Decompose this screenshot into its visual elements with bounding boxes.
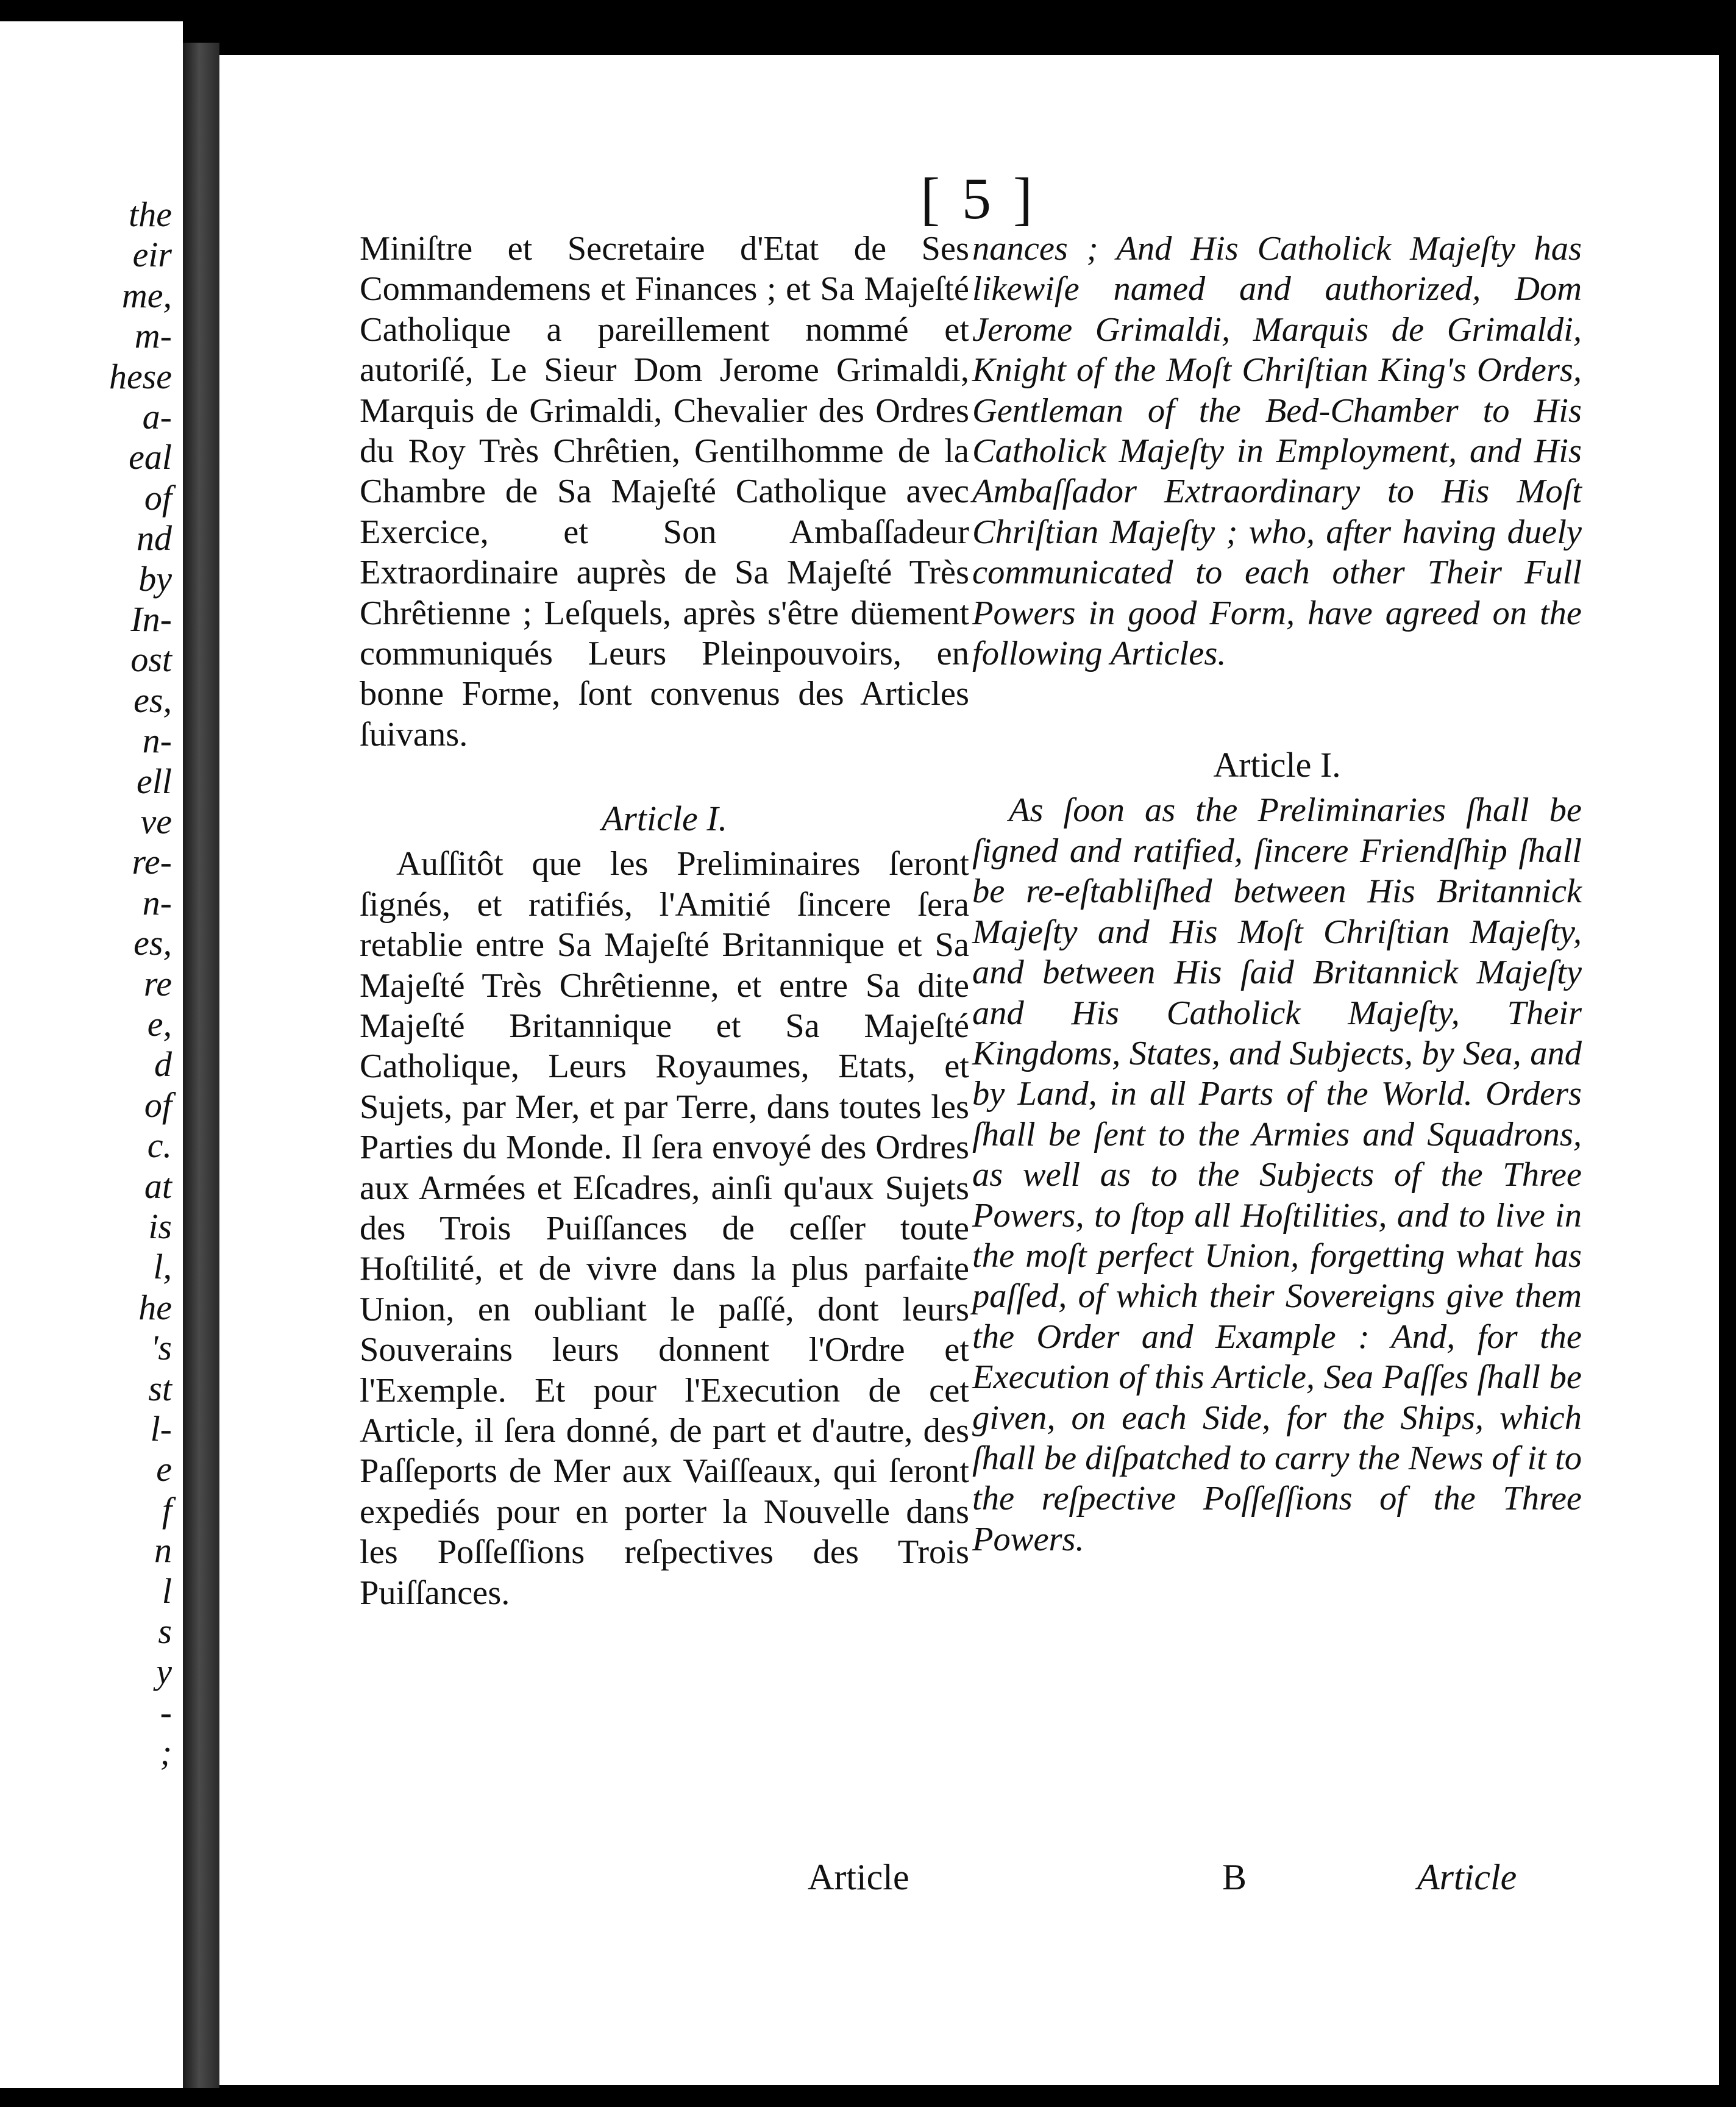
facing-page-line-fragment: m-	[134, 316, 172, 356]
facing-page-line-fragment: me,	[121, 275, 172, 315]
facing-page-line-fragment: f	[162, 1489, 172, 1530]
signature-mark: B	[1222, 1857, 1247, 1897]
english-column	[972, 229, 1582, 1560]
facing-page-fragment	[0, 21, 183, 2088]
facing-page-line-fragment: l-	[150, 1409, 172, 1449]
english-catchword: Article	[1417, 1857, 1517, 1897]
facing-page-line-fragment: e,	[147, 1004, 172, 1044]
facing-page-line-fragment: ve	[140, 802, 172, 841]
facing-page-line-fragment: st	[148, 1368, 172, 1408]
french-catchword: Article	[808, 1857, 909, 1897]
facing-page-line-fragment: the	[129, 194, 172, 234]
facing-page-line-fragment: c.	[147, 1125, 172, 1166]
facing-page-line-fragment: n-	[142, 721, 172, 761]
facing-page-line-fragment: y	[156, 1652, 172, 1692]
facing-page-line-fragment: re-	[132, 842, 172, 882]
english-article-heading: Article I.	[1213, 745, 1341, 785]
facing-page-line-fragment: e	[156, 1449, 172, 1489]
facing-page-line-fragment: he	[138, 1287, 172, 1327]
french-article-heading: Article I.	[601, 799, 728, 839]
facing-page-line-fragment: hese	[108, 356, 172, 396]
facing-page-line-fragment: l	[162, 1570, 172, 1611]
facing-page-line-fragment: In-	[130, 599, 172, 639]
book-gutter	[183, 43, 219, 2088]
facing-page-line-fragment: by	[138, 558, 172, 599]
facing-page-line-fragment: nd	[137, 518, 172, 558]
facing-page-line-fragment: l,	[153, 1247, 172, 1287]
facing-page-line-fragment: ;	[160, 1733, 172, 1773]
facing-page-line-fragment: eir	[132, 235, 172, 275]
facing-page-line-fragment: ell	[137, 761, 172, 801]
facing-page-line-fragment: eal	[129, 437, 172, 477]
french-intro-paragraph: Miniſtre et Secretaire d'Etat de Ses Commandemens et Finances ; et Sa Majeſté Catholique a pareillement nommé et autoriſé, Le Sieur Dom Jerome Grimaldi, Marquis de Grimaldi, Chevalier des Ordres du Roy Très Chrêtien, Gentilhomme de la Chambre de Sa Majeſté Catholique avec Exercice, et Son Ambaſſadeur Extraordinaire auprès de Sa Majeſté Très Chrêtienne ; Leſquels, après s'être düement communiqués Leurs Pleinpouvoirs, en bonne Forme, ſont convenus des Articles ſuivans.	[360, 230, 969, 754]
facing-page-line-fragment: of	[144, 1085, 172, 1125]
facing-page-line-fragment: is	[148, 1207, 172, 1246]
facing-page-line-fragment: es,	[133, 923, 172, 963]
english-article-text: As ſoon as the Preliminaries ſhall be ſigned and ratified, ſincere Friendſhip ſhall be re-eſtabliſhed between His Britannick Majeſty and His Moſt Chriſtian Majeſty, and between His ſaid Britannick Majeſty and His Catholick Majeſty, Their Kingdoms, States, and Subjects, by Sea, and by Land, in all Parts of the World. Orders ſhall be ſent to the Armies and Squadrons, as well as to the Subjects of the Three Powers, to ſtop all Hoſtilities, and to live in the moſt perfect Union, forgetting what has paſſed, of which their Sovereigns give them the Order and Example : And, for the Execution of this Article, Sea Paſſes ſhall be given, on each Side, for the Ships, which ſhall be diſpatched to carry the News of it to the reſpective Poſſeſſions of the Three Powers.	[972, 791, 1582, 1558]
facing-page-line-fragment: es,	[133, 680, 172, 720]
facing-page-line-fragment: d	[154, 1044, 172, 1085]
facing-page-line-fragment: n-	[142, 882, 172, 922]
french-column	[360, 229, 969, 1613]
page-number: [ 5 ]	[920, 166, 1036, 231]
english-intro-paragraph: nances ; And His Catholick Majeſty has likewiſe named and authorized, Dom Jerome Grimaldi, Marquis de Grimaldi, Knight of the Moſt Chriſtian King's Orders, Gentleman of the Bed-Chamber to His Catholick Majeſty in Employment, and His Ambaſſador Extraordinary to His Moſt Chriſtian Majeſty ; who, after having duely communicated to each other Their Full Powers in good Form, have agreed on the following Articles.	[972, 230, 1582, 673]
book-page	[219, 55, 1719, 2085]
facing-page-line-fragment: at	[144, 1166, 172, 1206]
french-article-text: Auſſitôt que les Preliminaires ſeront ſignés, et ratifiés, l'Amitié ſincere ſera retablie entre Sa Majeſté Britannique et Sa Majeſté Très Chrêtienne, et entre Sa dite Majeſté Britannique et Sa Majeſté Catholique, Leurs Royaumes, Etats, et Sujets, par Mer, et par Terre, dans toutes les Parties du Monde. Il ſera envoyé des Ordres aux Armées et Eſcadres, ainſi qu'aux Sujets des Trois Puiſſances de ceſſer toute Hoſtilité, et de vivre dans la plus parfaite Union, en oubliant le paſſé, dont leurs Souverains leurs donnent l'Ordre et l'Exemple. Et pour l'Execution de cet Article, il ſera donné, de part et d'autre, des Paſſeports de Mer aux Vaiſſeaux, qui ſeront expediés pour en porter la Nouvelle dans les Poſſeſſions reſpectives des Trois Puiſſances.	[360, 845, 969, 1612]
facing-page-line-fragment: s	[158, 1611, 172, 1651]
facing-page-line-fragment: ost	[130, 640, 172, 680]
facing-page-line-fragment: -	[160, 1692, 172, 1732]
facing-page-line-fragment: a-	[142, 397, 172, 437]
facing-page-line-fragment: 's	[151, 1328, 172, 1368]
facing-page-line-fragment: n	[154, 1530, 172, 1570]
facing-page-line-fragment: of	[144, 477, 172, 518]
facing-page-line-fragment: re	[143, 963, 172, 1004]
